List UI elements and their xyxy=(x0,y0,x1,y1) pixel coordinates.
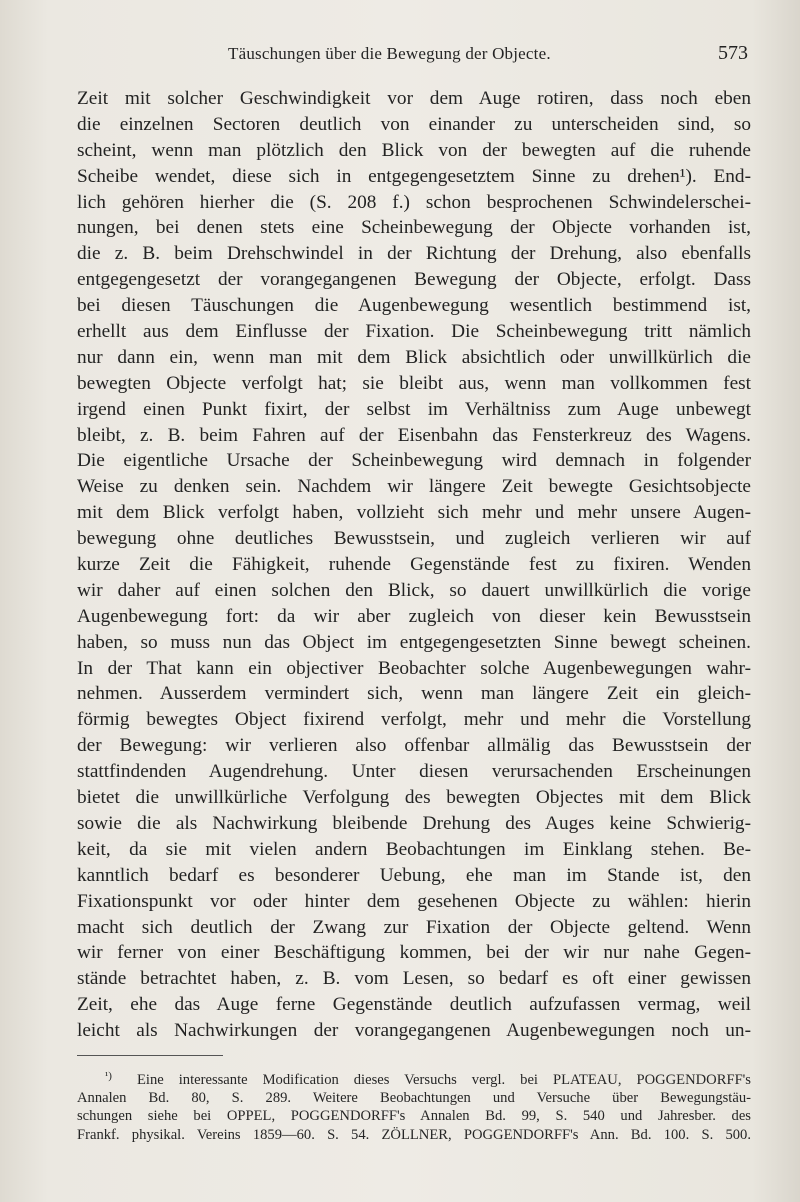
text-line: Zeit mit solcher Geschwindigkeit vor dem Auge rotiren, dass noch eben xyxy=(77,88,751,109)
text-line: Zeit, ehe das Auge ferne Gegenstände deutlich aufzufassen vermag, weil xyxy=(77,994,751,1016)
body-text xyxy=(77,86,751,1044)
text-line: scheint, wenn man plötzlich den Blick von der bewegten auf die ruhende xyxy=(77,139,751,161)
text-line: leicht als Nachwirkungen der vorangegangenen Augenbewegungen noch un- xyxy=(77,1020,751,1042)
footnotes xyxy=(77,1071,751,1144)
text-line: Die eigentliche Ursache der Scheinbewegung wird demnach in folgender xyxy=(77,450,751,472)
text-line: In der That kann ein objectiver Beobachter solche Augenbewegungen wahr- xyxy=(77,657,751,679)
text-line: erhellt aus dem Einflusse der Fixation. Die Scheinbewegung tritt nämlich xyxy=(77,321,751,343)
text-line: nungen, bei denen stets eine Scheinbewegung der Objecte vorhanden ist, xyxy=(77,217,751,239)
text-line: mit dem Blick verfolgt haben, vollzieht sich mehr und mehr unsere Augen- xyxy=(77,502,751,524)
footnote-1 xyxy=(77,1071,751,1089)
footnote-line: Annalen Bd. 80, S. 289. Weitere Beobachtungen und Versuche über Bewegungstäu- xyxy=(77,1090,751,1107)
footnote-rule xyxy=(77,1055,223,1056)
text-line: förmig bewegtes Object fixirend verfolgt, mehr und mehr die Vorstellung xyxy=(77,709,751,731)
text-line: entgegengesetzt der vorangegangenen Bewegung der Objecte, erfolgt. Dass xyxy=(77,269,751,291)
text-line: lich gehören hierher die (S. 208 f.) schon besprochenen Schwindelerschei- xyxy=(77,191,751,213)
text-line: nur dann ein, wenn man mit dem Blick absichtlich oder unwillkürlich die xyxy=(77,346,751,368)
text-line: macht sich deutlich der Zwang zur Fixation der Objecte geltend. Wenn xyxy=(77,916,751,938)
text-line: die z. B. beim Drehschwindel in der Richtung der Drehung, also ebenfalls xyxy=(77,243,751,265)
text-line: bewegung ohne deutliches Bewusstsein, und zugleich verlieren wir auf xyxy=(77,528,751,550)
text-line: wir daher auf einen solchen den Blick, so dauert unwillkürlich die vorige xyxy=(77,579,751,601)
running-head xyxy=(0,44,800,70)
text-line: bietet die unwillkürliche Verfolgung des bewegten Objectes mit dem Blick xyxy=(77,787,751,809)
text-line: kurze Zeit die Fähigkeit, ruhende Gegenstände fest zu fixiren. Wenden xyxy=(77,554,751,576)
footnote-line: schungen siehe bei OPPEL, POGGENDORFF's Annalen Bd. 99, S. 540 und Jahresber. des xyxy=(77,1108,751,1125)
text-line: die einzelnen Sectoren deutlich von einander zu unterscheiden sind, so xyxy=(77,113,751,135)
text-line: Scheibe wendet, diese sich in entgegengesetztem Sinne zu drehen¹). End- xyxy=(77,165,751,187)
text-line: bei diesen Täuschungen die Augenbewegung wesentlich bestimmend ist, xyxy=(77,295,751,317)
text-line: Weise zu denken sein. Nachdem wir längere Zeit bewegte Gesichtsobjecte xyxy=(77,476,751,498)
text-line: Augenbewegung fort: da wir aber zugleich von dieser kein Bewusstsein xyxy=(77,605,751,627)
text-line: kanntlich bedarf es besonderer Uebung, ehe man im Stande ist, den xyxy=(77,864,751,886)
page-number: 573 xyxy=(718,42,748,64)
footnote-line: Frankf. physikal. Vereins 1859—60. S. 54. ZÖLLNER, POGGENDORFF's Ann. Bd. 100. S. 500. xyxy=(77,1126,751,1143)
text-line: stände betrachtet haben, z. B. vom Lesen, so bedarf es oft einer gewissen xyxy=(77,968,751,990)
text-line: nehmen. Ausserdem vermindert sich, wenn man längere Zeit ein gleich- xyxy=(77,683,751,705)
text-line: sowie die als Nachwirkung bleibende Drehung des Auges keine Schwierig- xyxy=(77,812,751,834)
text-line: Fixationspunkt vor oder hinter dem gesehenen Objecte zu wählen: hierin xyxy=(77,890,751,912)
footnote-line: Eine interessante Modification dieses Versuchs vergl. bei PLATEAU, POGGENDORFF's xyxy=(137,1072,751,1088)
text-line: der Bewegung: wir verlieren also offenbar allmälig das Bewusstsein der xyxy=(77,735,751,757)
text-line: haben, so muss nun das Object im entgegengesetzten Sinne bewegt scheinen. xyxy=(77,631,751,653)
running-title: Täuschungen über die Bewegung der Objecte. xyxy=(228,44,551,63)
text-line: wir ferner von einer Beschäftigung kommen, bei der wir nur nahe Gegen- xyxy=(77,942,751,964)
footnote-marker: ¹) xyxy=(105,1070,112,1082)
text-line: stattfindenden Augendrehung. Unter diesen verursachenden Erscheinungen xyxy=(77,761,751,783)
text-line: bleibt, z. B. beim Fahren auf der Eisenbahn das Fensterkreuz des Wagens. xyxy=(77,424,751,446)
text-line: bewegten Objecte verfolgt hat; sie bleibt aus, wenn man vollkommen fest xyxy=(77,372,751,394)
text-line: irgend einen Punkt fixirt, der selbst im Verhältniss zum Auge unbewegt xyxy=(77,398,751,420)
text-line: keit, da sie mit vielen andern Beobachtungen im Einklang stehen. Be- xyxy=(77,838,751,860)
